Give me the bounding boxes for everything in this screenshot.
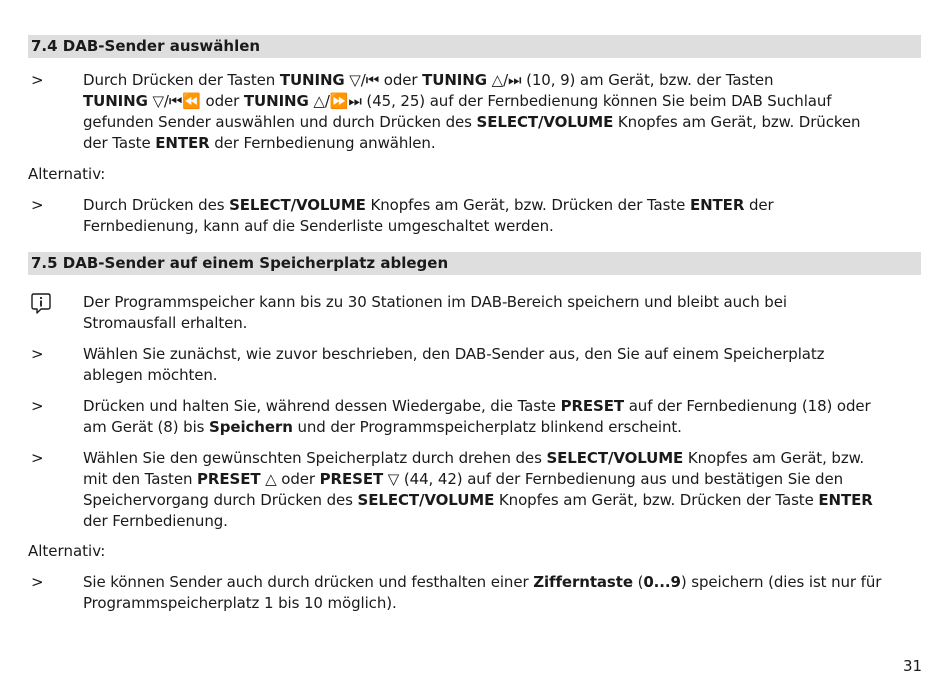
key-label: PRESET bbox=[319, 470, 384, 488]
text-run: Durch Drücken der Tasten bbox=[83, 71, 280, 89]
list-item bbox=[28, 344, 921, 386]
key-label: TUNING bbox=[422, 71, 487, 89]
text-run: Knopfes am Gerät, bzw. Drücken bbox=[613, 113, 861, 131]
page-number: 31 bbox=[903, 657, 923, 675]
text-run: und der Programmspeicherplatz blinkend erscheint. bbox=[292, 418, 682, 436]
text-run: am Gerät (8) bis bbox=[83, 418, 210, 436]
text-run: Speichervorgang durch Drücken des bbox=[83, 491, 358, 509]
item-text bbox=[83, 344, 925, 386]
bullet-marker: > bbox=[31, 397, 44, 415]
text-run: △/⏭ (10, 9) am Gerät, bzw. der Tasten bbox=[486, 71, 774, 89]
text-line: Der Programmspeicher kann bis zu 30 Stationen im DAB-Bereich speichern und bleibt auch bei bbox=[83, 293, 787, 311]
text-run: Knopfes am Gerät, bzw. Drücken der Taste bbox=[494, 491, 819, 509]
text-run: Knopfes am Gerät, bzw. Drücken der Taste bbox=[365, 196, 690, 214]
bullet-marker: > bbox=[31, 345, 44, 363]
text-line bbox=[83, 91, 925, 112]
item-text bbox=[83, 396, 925, 438]
text-line bbox=[83, 490, 925, 511]
text-run: Wählen Sie den gewünschten Speicherplatz durch drehen des bbox=[83, 449, 547, 467]
bullet-marker: > bbox=[31, 196, 44, 214]
key-label: PRESET bbox=[197, 470, 261, 488]
text-line bbox=[83, 396, 925, 417]
text-line bbox=[83, 572, 925, 593]
text-run: ▽ (44, 42) auf der Fernbedienung aus und bestätigen Sie den bbox=[383, 470, 843, 488]
key-label: TUNING bbox=[243, 92, 309, 110]
list-item bbox=[28, 448, 921, 532]
section-header-7-5 bbox=[28, 252, 921, 275]
key-label: PRESET bbox=[560, 397, 625, 415]
list-item bbox=[28, 195, 921, 237]
text-run: ) speichern (dies ist nur für bbox=[680, 573, 882, 591]
text-line: Stromausfall erhalten. bbox=[83, 314, 248, 332]
text-run: der bbox=[744, 196, 774, 214]
text-run: Drücken und halten Sie, während dessen Wiedergabe, die Taste bbox=[83, 397, 561, 415]
alternative-label: Alternativ: bbox=[28, 542, 106, 560]
text-run: ( bbox=[632, 573, 644, 591]
key-label: ENTER bbox=[689, 196, 745, 214]
bullet-marker: > bbox=[31, 449, 44, 467]
text-run: der Fernbedienung anwählen. bbox=[209, 134, 436, 152]
key-label: SELECT/VOLUME bbox=[357, 491, 495, 509]
note-text bbox=[83, 292, 925, 334]
list-item bbox=[28, 396, 921, 438]
item-text bbox=[83, 70, 925, 154]
item-text bbox=[83, 448, 925, 532]
key-label: Zifferntaste bbox=[533, 573, 633, 591]
text-line bbox=[83, 195, 925, 216]
text-run: △ oder bbox=[260, 470, 320, 488]
text-run: auf der Fernbedienung (18) oder bbox=[624, 397, 871, 415]
text-line: der Fernbedienung. bbox=[83, 512, 228, 530]
section-title: 7.5 DAB-Sender auf einem Speicherplatz ablegen bbox=[31, 254, 449, 272]
bullet-marker: > bbox=[31, 573, 44, 591]
list-item bbox=[28, 70, 921, 154]
text-run: △/⏩⏭ (45, 25) auf der Fernbedienung können Sie beim DAB Suchlauf bbox=[308, 92, 832, 110]
text-run: gefunden Sender auswählen und durch Drücken des bbox=[83, 113, 477, 131]
text-line bbox=[83, 448, 925, 469]
text-line bbox=[83, 133, 925, 154]
text-line bbox=[83, 469, 925, 490]
text-run: Knopfes am Gerät, bzw. bbox=[683, 449, 865, 467]
text-line: Fernbedienung, kann auf die Senderliste umgeschaltet werden. bbox=[83, 217, 554, 235]
key-label: TUNING bbox=[279, 71, 345, 89]
text-line bbox=[83, 70, 925, 91]
key-label: ENTER bbox=[155, 134, 210, 152]
text-run: ▽/⏮ oder bbox=[344, 71, 423, 89]
item-text bbox=[83, 195, 925, 237]
info-note bbox=[28, 292, 921, 334]
text-run: Durch Drücken des bbox=[83, 196, 230, 214]
list-item bbox=[28, 572, 921, 614]
info-icon bbox=[30, 292, 52, 314]
key-label: SELECT/VOLUME bbox=[229, 196, 366, 214]
text-line bbox=[83, 112, 925, 133]
text-line bbox=[83, 417, 925, 438]
text-run: Sie können Sender auch durch drücken und festhalten einer bbox=[83, 573, 534, 591]
key-label: TUNING bbox=[83, 92, 148, 110]
section-header-7-4 bbox=[28, 35, 921, 58]
text-line: ablegen möchten. bbox=[83, 366, 218, 384]
text-line: Wählen Sie zunächst, wie zuvor beschrieben, den DAB-Sender aus, den Sie auf einem Speicherplatz bbox=[83, 345, 825, 363]
key-label: 0...9 bbox=[643, 573, 681, 591]
key-label: Speichern bbox=[209, 418, 293, 436]
text-run: der Taste bbox=[83, 134, 156, 152]
item-text bbox=[83, 572, 925, 614]
bullet-marker: > bbox=[31, 71, 44, 89]
alternative-label: Alternativ: bbox=[28, 165, 106, 183]
key-label: ENTER bbox=[818, 491, 873, 509]
text-run: mit den Tasten bbox=[83, 470, 198, 488]
text-run: ▽/⏮⏪ oder bbox=[147, 92, 244, 110]
key-label: SELECT/VOLUME bbox=[476, 113, 614, 131]
key-label: SELECT/VOLUME bbox=[546, 449, 684, 467]
text-line: Programmspeicherplatz 1 bis 10 möglich). bbox=[83, 594, 397, 612]
section-title: 7.4 DAB-Sender auswählen bbox=[31, 37, 261, 55]
